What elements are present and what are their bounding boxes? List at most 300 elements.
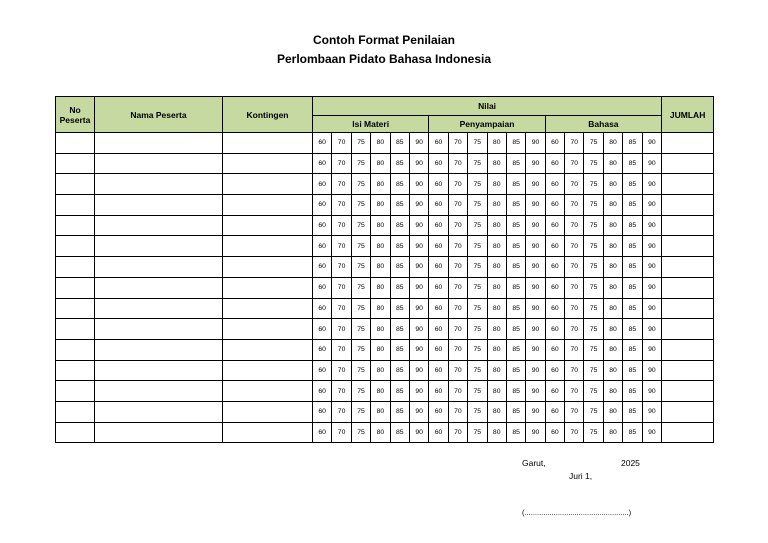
score-option-cell[interactable]: 70 <box>565 339 584 360</box>
score-option-cell[interactable]: 85 <box>390 360 409 381</box>
score-option-cell[interactable]: 90 <box>409 215 428 236</box>
score-option-cell[interactable]: 80 <box>487 422 506 443</box>
cell-no-peserta[interactable] <box>56 360 95 381</box>
score-option-cell[interactable]: 90 <box>409 174 428 195</box>
cell-no-peserta[interactable] <box>56 277 95 298</box>
score-option-cell[interactable]: 70 <box>332 360 351 381</box>
score-option-cell[interactable]: 60 <box>429 215 448 236</box>
score-option-cell[interactable]: 90 <box>409 319 428 340</box>
score-option-cell[interactable]: 85 <box>506 236 525 257</box>
score-option-cell[interactable]: 80 <box>603 215 622 236</box>
score-option-cell[interactable]: 90 <box>526 215 545 236</box>
cell-kontingen[interactable] <box>223 360 313 381</box>
score-option-cell[interactable]: 60 <box>313 257 332 278</box>
score-option-cell[interactable]: 70 <box>332 319 351 340</box>
score-option-cell[interactable]: 60 <box>313 174 332 195</box>
score-option-cell[interactable]: 75 <box>351 257 370 278</box>
cell-no-peserta[interactable] <box>56 215 95 236</box>
score-option-cell[interactable]: 90 <box>526 360 545 381</box>
cell-no-peserta[interactable] <box>56 257 95 278</box>
score-option-cell[interactable]: 85 <box>390 236 409 257</box>
score-option-cell[interactable]: 60 <box>545 195 564 216</box>
score-option-cell[interactable]: 90 <box>642 422 662 443</box>
score-option-cell[interactable]: 85 <box>506 215 525 236</box>
score-option-cell[interactable]: 70 <box>332 133 351 154</box>
score-option-cell[interactable]: 60 <box>313 236 332 257</box>
score-option-cell[interactable]: 75 <box>351 277 370 298</box>
score-option-cell[interactable]: 75 <box>584 236 603 257</box>
score-option-cell[interactable]: 80 <box>487 298 506 319</box>
score-option-cell[interactable]: 85 <box>623 133 642 154</box>
cell-no-peserta[interactable] <box>56 236 95 257</box>
score-option-cell[interactable]: 70 <box>565 153 584 174</box>
score-option-cell[interactable]: 60 <box>429 133 448 154</box>
cell-nama-peserta[interactable] <box>95 422 223 443</box>
cell-nama-peserta[interactable] <box>95 277 223 298</box>
score-option-cell[interactable]: 80 <box>603 133 622 154</box>
score-option-cell[interactable]: 85 <box>390 277 409 298</box>
score-option-cell[interactable]: 60 <box>545 339 564 360</box>
score-option-cell[interactable]: 80 <box>371 215 390 236</box>
score-option-cell[interactable]: 80 <box>487 277 506 298</box>
score-option-cell[interactable]: 60 <box>313 298 332 319</box>
score-option-cell[interactable]: 60 <box>429 257 448 278</box>
score-option-cell[interactable]: 60 <box>545 319 564 340</box>
score-option-cell[interactable]: 90 <box>526 174 545 195</box>
score-option-cell[interactable]: 80 <box>371 257 390 278</box>
score-option-cell[interactable]: 75 <box>351 153 370 174</box>
score-option-cell[interactable]: 90 <box>409 195 428 216</box>
score-option-cell[interactable]: 70 <box>565 257 584 278</box>
score-option-cell[interactable]: 70 <box>332 401 351 422</box>
score-option-cell[interactable]: 70 <box>332 298 351 319</box>
score-option-cell[interactable]: 75 <box>468 277 487 298</box>
score-option-cell[interactable]: 90 <box>642 236 662 257</box>
score-option-cell[interactable]: 80 <box>603 422 622 443</box>
score-option-cell[interactable]: 75 <box>584 339 603 360</box>
cell-jumlah[interactable] <box>662 236 714 257</box>
score-option-cell[interactable]: 60 <box>429 339 448 360</box>
score-option-cell[interactable]: 80 <box>603 360 622 381</box>
score-option-cell[interactable]: 70 <box>565 236 584 257</box>
cell-kontingen[interactable] <box>223 381 313 402</box>
score-option-cell[interactable]: 70 <box>448 381 467 402</box>
cell-jumlah[interactable] <box>662 257 714 278</box>
score-option-cell[interactable]: 60 <box>429 360 448 381</box>
score-option-cell[interactable]: 60 <box>313 277 332 298</box>
score-option-cell[interactable]: 85 <box>390 381 409 402</box>
score-option-cell[interactable]: 75 <box>584 360 603 381</box>
score-option-cell[interactable]: 85 <box>623 298 642 319</box>
score-option-cell[interactable]: 80 <box>603 277 622 298</box>
score-option-cell[interactable]: 75 <box>584 195 603 216</box>
cell-nama-peserta[interactable] <box>95 174 223 195</box>
score-option-cell[interactable]: 85 <box>506 174 525 195</box>
score-option-cell[interactable]: 60 <box>313 215 332 236</box>
score-option-cell[interactable]: 85 <box>390 319 409 340</box>
score-option-cell[interactable]: 80 <box>371 319 390 340</box>
score-option-cell[interactable]: 85 <box>390 215 409 236</box>
score-option-cell[interactable]: 70 <box>448 339 467 360</box>
score-option-cell[interactable]: 85 <box>506 381 525 402</box>
score-option-cell[interactable]: 85 <box>390 133 409 154</box>
score-option-cell[interactable]: 60 <box>545 298 564 319</box>
score-option-cell[interactable]: 85 <box>506 319 525 340</box>
score-option-cell[interactable]: 80 <box>603 401 622 422</box>
score-option-cell[interactable]: 70 <box>565 174 584 195</box>
score-option-cell[interactable]: 90 <box>642 401 662 422</box>
score-option-cell[interactable]: 70 <box>565 195 584 216</box>
score-option-cell[interactable]: 85 <box>506 277 525 298</box>
score-option-cell[interactable]: 90 <box>409 339 428 360</box>
score-option-cell[interactable]: 80 <box>487 236 506 257</box>
score-option-cell[interactable]: 75 <box>584 153 603 174</box>
cell-jumlah[interactable] <box>662 195 714 216</box>
score-option-cell[interactable]: 85 <box>623 153 642 174</box>
cell-nama-peserta[interactable] <box>95 257 223 278</box>
score-option-cell[interactable]: 60 <box>429 277 448 298</box>
score-option-cell[interactable]: 75 <box>468 298 487 319</box>
score-option-cell[interactable]: 80 <box>487 319 506 340</box>
score-option-cell[interactable]: 90 <box>642 319 662 340</box>
score-option-cell[interactable]: 70 <box>565 401 584 422</box>
score-option-cell[interactable]: 90 <box>642 277 662 298</box>
score-option-cell[interactable]: 75 <box>351 401 370 422</box>
score-option-cell[interactable]: 80 <box>487 174 506 195</box>
score-option-cell[interactable]: 75 <box>351 360 370 381</box>
score-option-cell[interactable]: 75 <box>584 257 603 278</box>
score-option-cell[interactable]: 75 <box>468 360 487 381</box>
score-option-cell[interactable]: 90 <box>409 153 428 174</box>
cell-no-peserta[interactable] <box>56 174 95 195</box>
cell-nama-peserta[interactable] <box>95 298 223 319</box>
score-option-cell[interactable]: 85 <box>623 236 642 257</box>
score-option-cell[interactable]: 75 <box>468 257 487 278</box>
score-option-cell[interactable]: 80 <box>371 339 390 360</box>
cell-jumlah[interactable] <box>662 339 714 360</box>
score-option-cell[interactable]: 90 <box>642 339 662 360</box>
score-option-cell[interactable]: 70 <box>448 133 467 154</box>
score-option-cell[interactable]: 85 <box>623 422 642 443</box>
score-option-cell[interactable]: 70 <box>332 257 351 278</box>
cell-no-peserta[interactable] <box>56 153 95 174</box>
score-option-cell[interactable]: 75 <box>584 215 603 236</box>
score-option-cell[interactable]: 80 <box>487 381 506 402</box>
score-option-cell[interactable]: 70 <box>448 153 467 174</box>
score-option-cell[interactable]: 70 <box>565 381 584 402</box>
score-option-cell[interactable]: 90 <box>526 381 545 402</box>
score-option-cell[interactable]: 60 <box>545 174 564 195</box>
score-option-cell[interactable]: 80 <box>371 381 390 402</box>
score-option-cell[interactable]: 80 <box>371 277 390 298</box>
score-option-cell[interactable]: 70 <box>332 277 351 298</box>
score-option-cell[interactable]: 60 <box>313 195 332 216</box>
score-option-cell[interactable]: 90 <box>526 319 545 340</box>
score-option-cell[interactable]: 60 <box>545 401 564 422</box>
score-option-cell[interactable]: 60 <box>545 360 564 381</box>
score-option-cell[interactable]: 75 <box>351 215 370 236</box>
score-option-cell[interactable]: 90 <box>642 381 662 402</box>
score-option-cell[interactable]: 85 <box>506 153 525 174</box>
score-option-cell[interactable]: 60 <box>545 422 564 443</box>
score-option-cell[interactable]: 75 <box>351 298 370 319</box>
score-option-cell[interactable]: 70 <box>448 174 467 195</box>
score-option-cell[interactable]: 90 <box>642 195 662 216</box>
score-option-cell[interactable]: 85 <box>506 339 525 360</box>
score-option-cell[interactable]: 60 <box>313 339 332 360</box>
score-option-cell[interactable]: 75 <box>584 277 603 298</box>
score-option-cell[interactable]: 60 <box>545 215 564 236</box>
score-option-cell[interactable]: 70 <box>448 422 467 443</box>
cell-nama-peserta[interactable] <box>95 360 223 381</box>
score-option-cell[interactable]: 90 <box>409 381 428 402</box>
cell-kontingen[interactable] <box>223 174 313 195</box>
score-option-cell[interactable]: 60 <box>429 174 448 195</box>
cell-nama-peserta[interactable] <box>95 401 223 422</box>
score-option-cell[interactable]: 85 <box>623 401 642 422</box>
score-option-cell[interactable]: 90 <box>642 133 662 154</box>
score-option-cell[interactable]: 75 <box>584 174 603 195</box>
score-option-cell[interactable]: 85 <box>623 215 642 236</box>
score-option-cell[interactable]: 80 <box>603 153 622 174</box>
score-option-cell[interactable]: 85 <box>623 277 642 298</box>
score-option-cell[interactable]: 70 <box>448 257 467 278</box>
cell-kontingen[interactable] <box>223 236 313 257</box>
score-option-cell[interactable]: 90 <box>409 236 428 257</box>
cell-kontingen[interactable] <box>223 339 313 360</box>
score-option-cell[interactable]: 90 <box>409 422 428 443</box>
score-option-cell[interactable]: 90 <box>526 422 545 443</box>
score-option-cell[interactable]: 80 <box>371 236 390 257</box>
score-option-cell[interactable]: 60 <box>545 133 564 154</box>
score-option-cell[interactable]: 60 <box>429 381 448 402</box>
score-option-cell[interactable]: 80 <box>487 257 506 278</box>
score-option-cell[interactable]: 85 <box>390 339 409 360</box>
score-option-cell[interactable]: 75 <box>468 174 487 195</box>
cell-jumlah[interactable] <box>662 360 714 381</box>
cell-jumlah[interactable] <box>662 319 714 340</box>
cell-no-peserta[interactable] <box>56 298 95 319</box>
score-option-cell[interactable]: 75 <box>468 236 487 257</box>
score-option-cell[interactable]: 75 <box>351 174 370 195</box>
score-option-cell[interactable]: 90 <box>526 153 545 174</box>
score-option-cell[interactable]: 75 <box>351 381 370 402</box>
cell-kontingen[interactable] <box>223 215 313 236</box>
score-option-cell[interactable]: 80 <box>371 298 390 319</box>
score-option-cell[interactable]: 80 <box>371 195 390 216</box>
cell-no-peserta[interactable] <box>56 401 95 422</box>
score-option-cell[interactable]: 80 <box>603 381 622 402</box>
score-option-cell[interactable]: 85 <box>390 153 409 174</box>
score-option-cell[interactable]: 75 <box>584 401 603 422</box>
score-option-cell[interactable]: 85 <box>390 195 409 216</box>
score-option-cell[interactable]: 60 <box>313 360 332 381</box>
score-option-cell[interactable]: 75 <box>468 319 487 340</box>
score-option-cell[interactable]: 75 <box>468 401 487 422</box>
score-option-cell[interactable]: 70 <box>565 215 584 236</box>
score-option-cell[interactable]: 70 <box>332 174 351 195</box>
score-option-cell[interactable]: 70 <box>448 401 467 422</box>
score-option-cell[interactable]: 90 <box>409 277 428 298</box>
score-option-cell[interactable]: 60 <box>429 422 448 443</box>
score-option-cell[interactable]: 85 <box>623 195 642 216</box>
cell-jumlah[interactable] <box>662 174 714 195</box>
score-option-cell[interactable]: 80 <box>603 236 622 257</box>
score-option-cell[interactable]: 75 <box>468 153 487 174</box>
score-option-cell[interactable]: 70 <box>565 298 584 319</box>
cell-jumlah[interactable] <box>662 133 714 154</box>
score-option-cell[interactable]: 60 <box>313 381 332 402</box>
score-option-cell[interactable]: 75 <box>468 339 487 360</box>
score-option-cell[interactable]: 85 <box>623 381 642 402</box>
score-option-cell[interactable]: 75 <box>351 339 370 360</box>
score-option-cell[interactable]: 80 <box>371 360 390 381</box>
score-option-cell[interactable]: 70 <box>332 236 351 257</box>
cell-kontingen[interactable] <box>223 195 313 216</box>
score-option-cell[interactable]: 90 <box>642 257 662 278</box>
score-option-cell[interactable]: 85 <box>623 174 642 195</box>
cell-nama-peserta[interactable] <box>95 319 223 340</box>
score-option-cell[interactable]: 70 <box>565 319 584 340</box>
score-option-cell[interactable]: 80 <box>603 339 622 360</box>
score-option-cell[interactable]: 80 <box>603 257 622 278</box>
score-option-cell[interactable]: 80 <box>487 153 506 174</box>
score-option-cell[interactable]: 80 <box>603 298 622 319</box>
cell-jumlah[interactable] <box>662 381 714 402</box>
score-option-cell[interactable]: 70 <box>448 195 467 216</box>
score-option-cell[interactable]: 90 <box>526 257 545 278</box>
score-option-cell[interactable]: 70 <box>332 381 351 402</box>
score-option-cell[interactable]: 85 <box>390 298 409 319</box>
score-option-cell[interactable]: 85 <box>506 133 525 154</box>
score-option-cell[interactable]: 90 <box>409 133 428 154</box>
score-option-cell[interactable]: 80 <box>371 133 390 154</box>
score-option-cell[interactable]: 60 <box>313 422 332 443</box>
score-option-cell[interactable]: 85 <box>506 195 525 216</box>
score-option-cell[interactable]: 60 <box>545 381 564 402</box>
score-option-cell[interactable]: 70 <box>565 277 584 298</box>
cell-kontingen[interactable] <box>223 133 313 154</box>
score-option-cell[interactable]: 90 <box>409 298 428 319</box>
score-option-cell[interactable]: 85 <box>506 360 525 381</box>
score-option-cell[interactable]: 80 <box>603 319 622 340</box>
score-option-cell[interactable]: 90 <box>409 360 428 381</box>
score-option-cell[interactable]: 90 <box>642 174 662 195</box>
score-option-cell[interactable]: 75 <box>584 298 603 319</box>
cell-nama-peserta[interactable] <box>95 153 223 174</box>
cell-kontingen[interactable] <box>223 319 313 340</box>
score-option-cell[interactable]: 85 <box>390 401 409 422</box>
score-option-cell[interactable]: 75 <box>468 215 487 236</box>
score-option-cell[interactable]: 90 <box>409 257 428 278</box>
cell-jumlah[interactable] <box>662 422 714 443</box>
score-option-cell[interactable]: 75 <box>584 422 603 443</box>
score-option-cell[interactable]: 85 <box>623 257 642 278</box>
score-option-cell[interactable]: 85 <box>506 422 525 443</box>
cell-nama-peserta[interactable] <box>95 195 223 216</box>
score-option-cell[interactable]: 60 <box>313 401 332 422</box>
score-option-cell[interactable]: 80 <box>487 339 506 360</box>
score-option-cell[interactable]: 90 <box>409 401 428 422</box>
score-option-cell[interactable]: 90 <box>642 153 662 174</box>
cell-no-peserta[interactable] <box>56 339 95 360</box>
score-option-cell[interactable]: 80 <box>371 174 390 195</box>
score-option-cell[interactable]: 70 <box>565 360 584 381</box>
score-option-cell[interactable]: 80 <box>487 215 506 236</box>
score-option-cell[interactable]: 80 <box>487 133 506 154</box>
cell-no-peserta[interactable] <box>56 133 95 154</box>
cell-kontingen[interactable] <box>223 277 313 298</box>
cell-nama-peserta[interactable] <box>95 236 223 257</box>
score-option-cell[interactable]: 60 <box>545 277 564 298</box>
cell-no-peserta[interactable] <box>56 195 95 216</box>
score-option-cell[interactable]: 60 <box>429 298 448 319</box>
cell-kontingen[interactable] <box>223 298 313 319</box>
score-option-cell[interactable]: 75 <box>351 422 370 443</box>
score-option-cell[interactable]: 75 <box>584 133 603 154</box>
score-option-cell[interactable]: 90 <box>526 298 545 319</box>
score-option-cell[interactable]: 75 <box>468 422 487 443</box>
score-option-cell[interactable]: 75 <box>468 195 487 216</box>
score-option-cell[interactable]: 85 <box>390 422 409 443</box>
score-option-cell[interactable]: 60 <box>545 153 564 174</box>
score-option-cell[interactable]: 90 <box>526 339 545 360</box>
cell-nama-peserta[interactable] <box>95 215 223 236</box>
cell-jumlah[interactable] <box>662 401 714 422</box>
score-option-cell[interactable]: 90 <box>526 236 545 257</box>
score-option-cell[interactable]: 60 <box>545 257 564 278</box>
score-option-cell[interactable]: 90 <box>526 195 545 216</box>
score-option-cell[interactable]: 75 <box>584 319 603 340</box>
score-option-cell[interactable]: 90 <box>642 360 662 381</box>
score-option-cell[interactable]: 75 <box>468 381 487 402</box>
score-option-cell[interactable]: 85 <box>390 257 409 278</box>
score-option-cell[interactable]: 80 <box>487 401 506 422</box>
score-option-cell[interactable]: 60 <box>429 401 448 422</box>
score-option-cell[interactable]: 70 <box>448 298 467 319</box>
score-option-cell[interactable]: 70 <box>448 277 467 298</box>
cell-nama-peserta[interactable] <box>95 339 223 360</box>
cell-kontingen[interactable] <box>223 422 313 443</box>
cell-no-peserta[interactable] <box>56 422 95 443</box>
score-option-cell[interactable]: 80 <box>487 360 506 381</box>
score-option-cell[interactable]: 70 <box>332 153 351 174</box>
cell-nama-peserta[interactable] <box>95 381 223 402</box>
score-option-cell[interactable]: 85 <box>623 319 642 340</box>
score-option-cell[interactable]: 70 <box>448 319 467 340</box>
score-option-cell[interactable]: 60 <box>429 319 448 340</box>
score-option-cell[interactable]: 85 <box>506 298 525 319</box>
score-option-cell[interactable]: 60 <box>429 153 448 174</box>
score-option-cell[interactable]: 80 <box>603 195 622 216</box>
score-option-cell[interactable]: 60 <box>429 195 448 216</box>
score-option-cell[interactable]: 70 <box>565 133 584 154</box>
score-option-cell[interactable]: 60 <box>313 319 332 340</box>
score-option-cell[interactable]: 90 <box>526 133 545 154</box>
cell-jumlah[interactable] <box>662 298 714 319</box>
cell-kontingen[interactable] <box>223 257 313 278</box>
score-option-cell[interactable]: 70 <box>448 360 467 381</box>
score-option-cell[interactable]: 60 <box>429 236 448 257</box>
cell-no-peserta[interactable] <box>56 319 95 340</box>
score-option-cell[interactable]: 60 <box>313 133 332 154</box>
score-option-cell[interactable]: 70 <box>332 339 351 360</box>
score-option-cell[interactable]: 80 <box>487 195 506 216</box>
score-option-cell[interactable]: 70 <box>332 195 351 216</box>
score-option-cell[interactable]: 70 <box>565 422 584 443</box>
cell-jumlah[interactable] <box>662 153 714 174</box>
score-option-cell[interactable]: 80 <box>371 422 390 443</box>
